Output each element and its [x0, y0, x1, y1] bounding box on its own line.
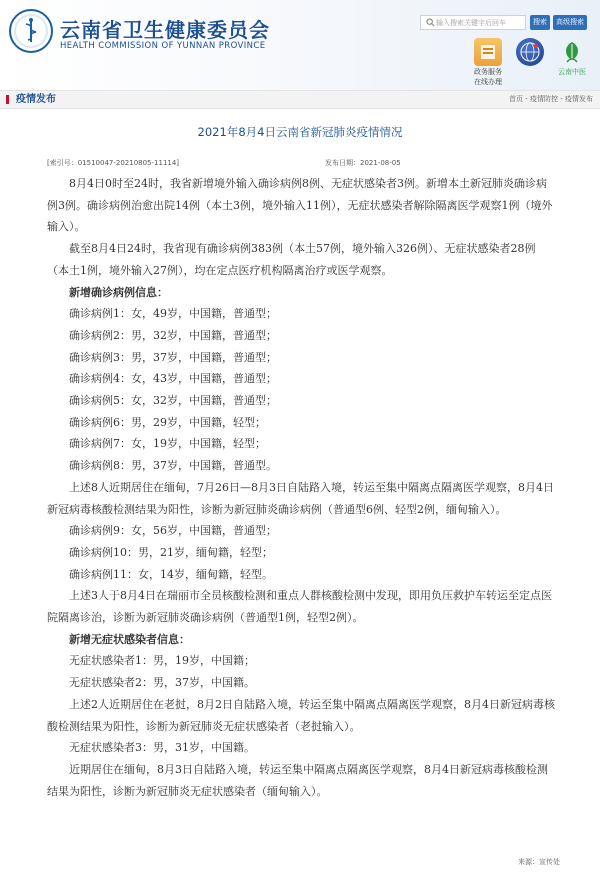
article-publish-date: 发布日期：2021-08-05 [325, 159, 401, 167]
article-paragraph: 确诊病例3：男，37岁，中国籍，普通型； [69, 350, 277, 364]
section-marker [6, 95, 9, 104]
article-paragraph: 确诊病例9：女，56岁，中国籍，普通型； [69, 524, 277, 538]
article-source: 来源：宣传处 [518, 858, 560, 866]
search-box [420, 15, 526, 30]
government-service-link[interactable] [468, 38, 508, 86]
article-paragraph: 确诊病例1：女，49岁，中国籍，普通型； [69, 307, 277, 321]
article-paragraph: 上述3人于8月4日在瑞丽市全员核酸检测和重点人群核酸检测中发现，即用负压救护车转运至定点医院隔离诊治，诊断为新冠肺炎确诊病例（普通型1例，轻型2例）。 [47, 589, 552, 625]
government-service-icon [474, 38, 502, 66]
article-paragraph: 近期居住在缅甸，8月3日自陆路入境，转运至集中隔离点隔离医学观察，8月4日新冠病毒核酸检测结果为阳性，诊断为新冠肺炎无症状感染者（缅甸输入）。 [47, 762, 548, 798]
tcm-label: 云南中医 [558, 68, 586, 76]
article-paragraph: 确诊病例2：男，32岁，中国籍，普通型； [69, 328, 277, 342]
health-commission-emblem-icon[interactable] [9, 9, 53, 53]
government-service-label-1: 政务服务 [474, 68, 502, 76]
article-paragraph: 上述8人近期居住在缅甸，7月26日—8月3日自陆路入境，转运至集中隔离点隔离医学观察，8月4日新冠病毒核酸检测结果为阳性，诊断为新冠肺炎确诊病例（普通型6例、轻型2例，缅甸输入）。 [47, 480, 554, 516]
article-paragraph: 确诊病例10：男，21岁，缅甸籍，轻型； [69, 545, 273, 559]
article-subheading: 新增无症状感染者信息： [69, 632, 190, 646]
article-paragraph: 无症状感染者1：男，19岁，中国籍； [69, 654, 255, 668]
article-paragraph: 8月4日0时至24时，我省新增境外输入确诊病例8例、无症状感染者3例。新增本土新冠肺炎确诊病例3例。确诊病例治愈出院14例（本土3例，境外输入11例），无症状感染者解除隔离医学观察1例（境外输入）。 [47, 177, 553, 234]
government-service-label-2: 在线办理 [474, 78, 502, 86]
globe-icon [516, 38, 544, 66]
article-subheading: 新增确诊病例信息： [69, 285, 168, 299]
article-title: 2021年8月4日云南省新冠肺炎疫情情况 [197, 125, 403, 139]
section-nav-bar [0, 90, 600, 109]
section-title[interactable]: 疫情发布 [16, 94, 56, 105]
advanced-search-button[interactable]: 高级搜索 [553, 15, 587, 30]
article-paragraph: 无症状感染者2：男，37岁，中国籍。 [69, 676, 255, 690]
tcm-link[interactable] [552, 38, 592, 76]
globe-link[interactable] [510, 38, 550, 66]
site-title[interactable]: 云南省卫生健康委员会 [60, 18, 270, 42]
article-paragraph: 确诊病例11：女，14岁，缅甸籍，轻型。 [69, 567, 273, 581]
article-paragraph: 上述2人近期居住在老挝，8月2日自陆路入境，转运至集中隔离点隔离医学观察，8月4日新冠病毒核酸检测结果为阳性，诊断为新冠肺炎无症状感染者（老挝输入）。 [47, 697, 555, 733]
article-paragraph: 无症状感染者3：男，31岁，中国籍。 [69, 741, 255, 755]
breadcrumb[interactable]: 首页 - 疫情防控 - 疫情发布 [509, 95, 593, 103]
article-paragraph: 确诊病例8：男，37岁，中国籍，普通型。 [69, 459, 277, 473]
article-paragraph: 确诊病例5：女，32岁，中国籍，普通型； [69, 394, 277, 408]
search-button[interactable]: 搜索 [530, 15, 550, 30]
article-index-number: [索引号：01510047-20210805-11114] [47, 159, 180, 167]
article-paragraph: 确诊病例4：女，43岁，中国籍，普通型； [69, 372, 277, 386]
search-input[interactable] [436, 16, 524, 29]
tcm-leaf-icon [558, 38, 586, 66]
site-subtitle: HEALTH COMMISSION OF YUNNAN PROVINCE [60, 41, 266, 51]
search-icon [426, 18, 435, 27]
article-paragraph: 截至8月4日24时，我省现有确诊病例383例（本土57例，境外输入326例）、无症状感染者28例（本土1例，境外输入27例），均在定点医疗机构隔离治疗或医学观察。 [47, 242, 536, 277]
site-header [0, 0, 600, 90]
article-paragraph: 确诊病例7：女，19岁，中国籍，轻型； [69, 437, 266, 451]
article-paragraph: 确诊病例6：男，29岁，中国籍，轻型； [69, 415, 266, 429]
article-body [47, 173, 557, 802]
